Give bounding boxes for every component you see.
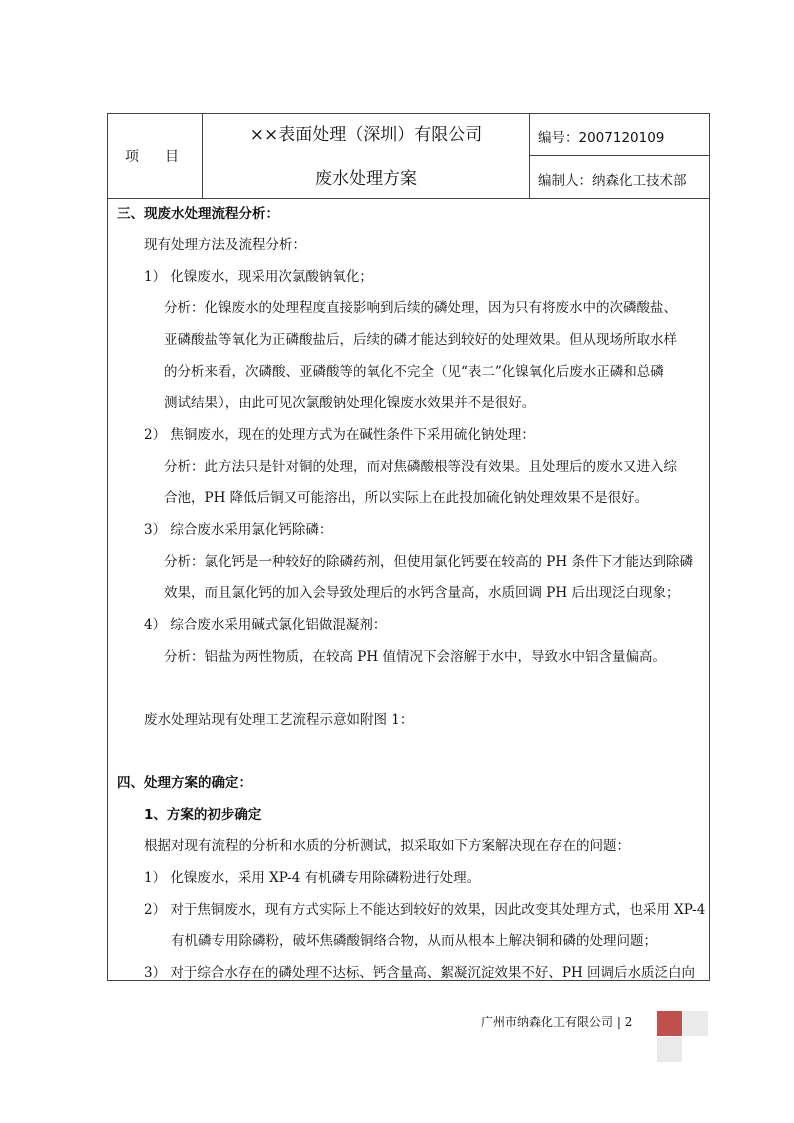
analysis-line: 合池，PH 降低后铜又可能溶出，所以实际上在此投加硫化钠处理效果不是很好。 xyxy=(164,490,649,506)
decor-square xyxy=(683,1011,708,1036)
section3-heading: 三、现废水处理流程分析： xyxy=(117,206,279,222)
page-number: 2 xyxy=(624,1015,633,1029)
company-name: ××表面处理（深圳）有限公司 xyxy=(249,125,483,145)
analysis-line: 分析：铝盐为两性物质，在较高 PH 值情况下会溶解于水中，导致水中铝含量偏高。 xyxy=(164,649,666,665)
list-item: 2） 对于焦铜废水，现有方式实际上不能达到较好的效果，因此改变其处理方式，也采用 XP-4 xyxy=(144,902,706,918)
accent-square xyxy=(657,1011,682,1036)
list-item: 1） 化镍废水，现采用次氯酸钠氧化； xyxy=(144,269,373,285)
list-item-continued: 有机磷专用除磷粉，破坏焦磷酸铜络合物，从而从根本上解决铜和磷的处理问题； xyxy=(171,933,657,949)
analysis-line: 亚磷酸盐等氧化为正磷酸盐后，后续的磷才能达到较好的处理效果。但从现场所取水样 xyxy=(164,332,677,348)
section4-heading: 四、处理方案的确定： xyxy=(117,775,252,791)
analysis-line: 分析：化镍废水的处理程度直接影响到后续的磷处理，因为只有将废水中的次磷酸盐、 xyxy=(164,300,677,316)
analysis-line: 效果，而且氯化钙的加入会导致处理后的水钙含量高，水质回调 PH 后出现泛白现象； xyxy=(164,585,680,601)
divider xyxy=(529,155,709,156)
section4-intro: 根据对现有流程的分析和水质的分析测试，拟采取如下方案解决现在存在的问题： xyxy=(144,838,630,854)
plan-title: 废水处理方案 xyxy=(315,169,417,189)
author: 编制人：纳森化工技术部 xyxy=(538,173,687,189)
document-table xyxy=(107,113,710,981)
footer xyxy=(481,1013,632,1030)
list-item: 3） 对于综合水存在的磷处理不达标、钙含量高、絮凝沉淀效果不好、PH 回调后水质泛白向 xyxy=(144,965,696,981)
header-row xyxy=(108,114,709,199)
analysis-line: 分析：氯化钙是一种较好的除磷药剂，但使用氯化钙要在较高的 PH 条件下才能达到除磷 xyxy=(164,554,693,570)
page-separator: | xyxy=(616,1015,621,1029)
subsection-heading: 1、方案的初步确定 xyxy=(144,807,262,823)
flow-note: 废水处理站现有处理工艺流程示意如附图 1： xyxy=(144,712,414,728)
item-label: 项 目 xyxy=(125,149,185,165)
analysis-line: 测试结果），由此可见次氯酸钠处理化镍废水效果并不是很好。 xyxy=(164,395,536,411)
analysis-line: 的分析来看，次磷酸、亚磷酸等的氧化不完全（见“表二”化镍氧化后废水正磷和总磷 xyxy=(164,364,664,380)
analysis-line: 分析：此方法只是针对铜的处理，而对焦磷酸根等没有效果。且处理后的废水又进入综 xyxy=(164,459,677,475)
list-item: 4） 综合废水采用碱式氯化铝做混凝剂： xyxy=(144,617,387,633)
decor-square xyxy=(657,1037,682,1062)
list-item: 1） 化镍废水，采用 XP-4 有机磷专用除磷粉进行处理。 xyxy=(144,870,481,886)
document-number: 编号：2007120109 xyxy=(538,130,665,146)
footer-company: 广州市纳森化工有限公司 xyxy=(481,1015,614,1029)
section3-intro: 现有处理方法及流程分析： xyxy=(144,237,306,253)
list-item: 3） 综合废水采用氯化钙除磷： xyxy=(144,522,333,538)
list-item: 2） 焦铜废水，现在的处理方式为在碱性条件下采用硫化钠处理： xyxy=(144,427,535,443)
